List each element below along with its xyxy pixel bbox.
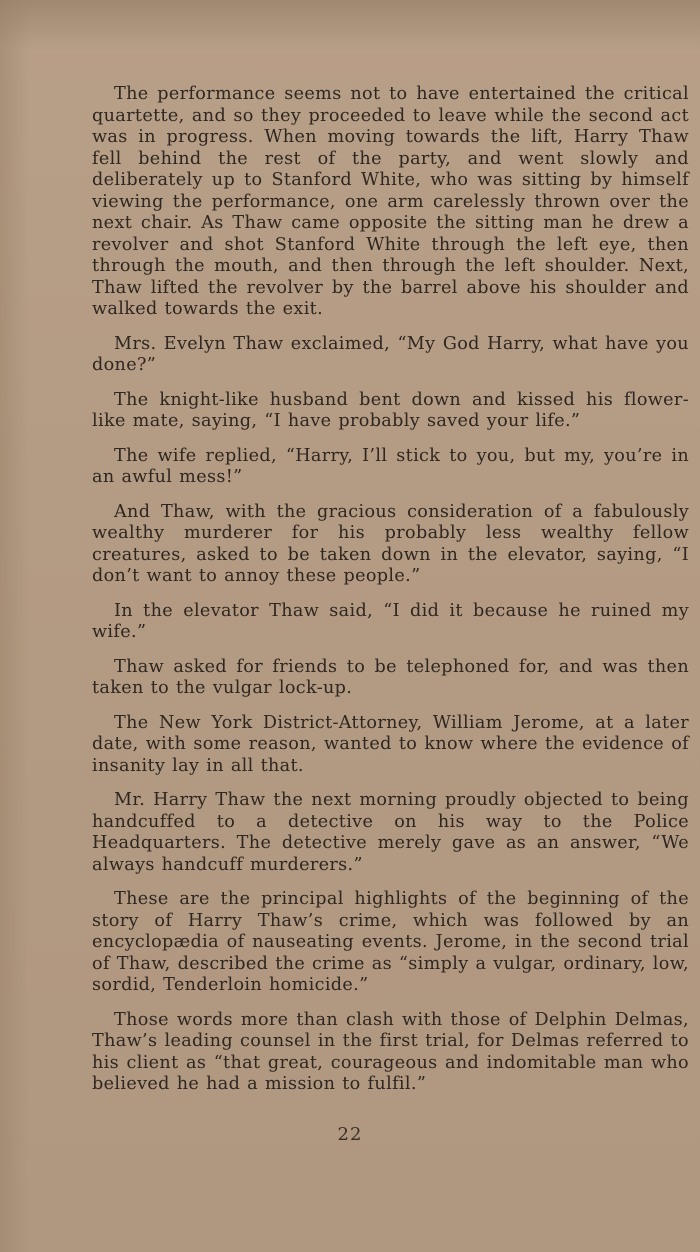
- paragraph-11: Those words more than clash with those of Delphin Delmas, Thaw’s leading counsel in the first trial, for Delmas referred to his client as “that great, courageous and indomitable man who believed he had a mission to fulfil.”: [92, 1009, 689, 1094]
- body-text: [92, 84, 689, 1109]
- paragraph-5: And Thaw, with the gracious consideration of a fabulously wealthy murderer for his probably less wealthy fellow creatures, asked to be taken down in the elevator, saying, “I don’t want to annoy these people.”: [92, 501, 689, 586]
- paragraph-8: The New York District-Attorney, William Jerome, at a later date, with some reason, wanted to know where the evidence of insanity lay in all that.: [92, 712, 689, 776]
- paragraph-2: Mrs. Evelyn Thaw exclaimed, “My God Harry, what have you done?”: [92, 333, 689, 375]
- paragraph-6: In the elevator Thaw said, “I did it because he ruined my wife.”: [92, 600, 689, 642]
- paragraph-10: These are the principal highlights of the beginning of the story of Harry Thaw’s crime, which was followed by an encyclopædia of nauseating events. Jerome, in the second trial of Thaw, described the crime as “simply a vulgar, ordinary, low, sordid, Tenderloin homicide.”: [92, 889, 689, 995]
- paragraph-3: The knight-like husband bent down and kissed his flower-like mate, saying, “I have probably saved your life.”: [92, 389, 689, 431]
- page-number: 22: [337, 1124, 363, 1145]
- paragraph-7: Thaw asked for friends to be telephoned for, and was then taken to the vulgar lock-up.: [92, 656, 689, 698]
- paragraph-4: The wife replied, “Harry, I’ll stick to you, but my, you’re in an awful mess!”: [92, 445, 689, 487]
- paragraph-9: Mr. Harry Thaw the next morning proudly objected to being handcuffed to a detective on his way to the Police Headquarters. The detective merely gave as an answer, “We always handcuff murderers.”: [92, 790, 689, 875]
- paragraph-1: The performance seems not to have entertained the critical quartette, and so they proceeded to leave while the second act was in progress. When moving towards the lift, Harry Thaw fell behind the rest of the party, and went slowly and deliberately up to Stanford White, who was sitting by himself viewing the performance, one arm carelessly thrown over the next chair. As Thaw came opposite the sitting man he drew a revolver and shot Stanford White through the left eye, then through the mouth, and then through the left shoulder. Next, Thaw lifted the revolver by the barrel above his shoulder and walked towards the exit.: [92, 84, 689, 319]
